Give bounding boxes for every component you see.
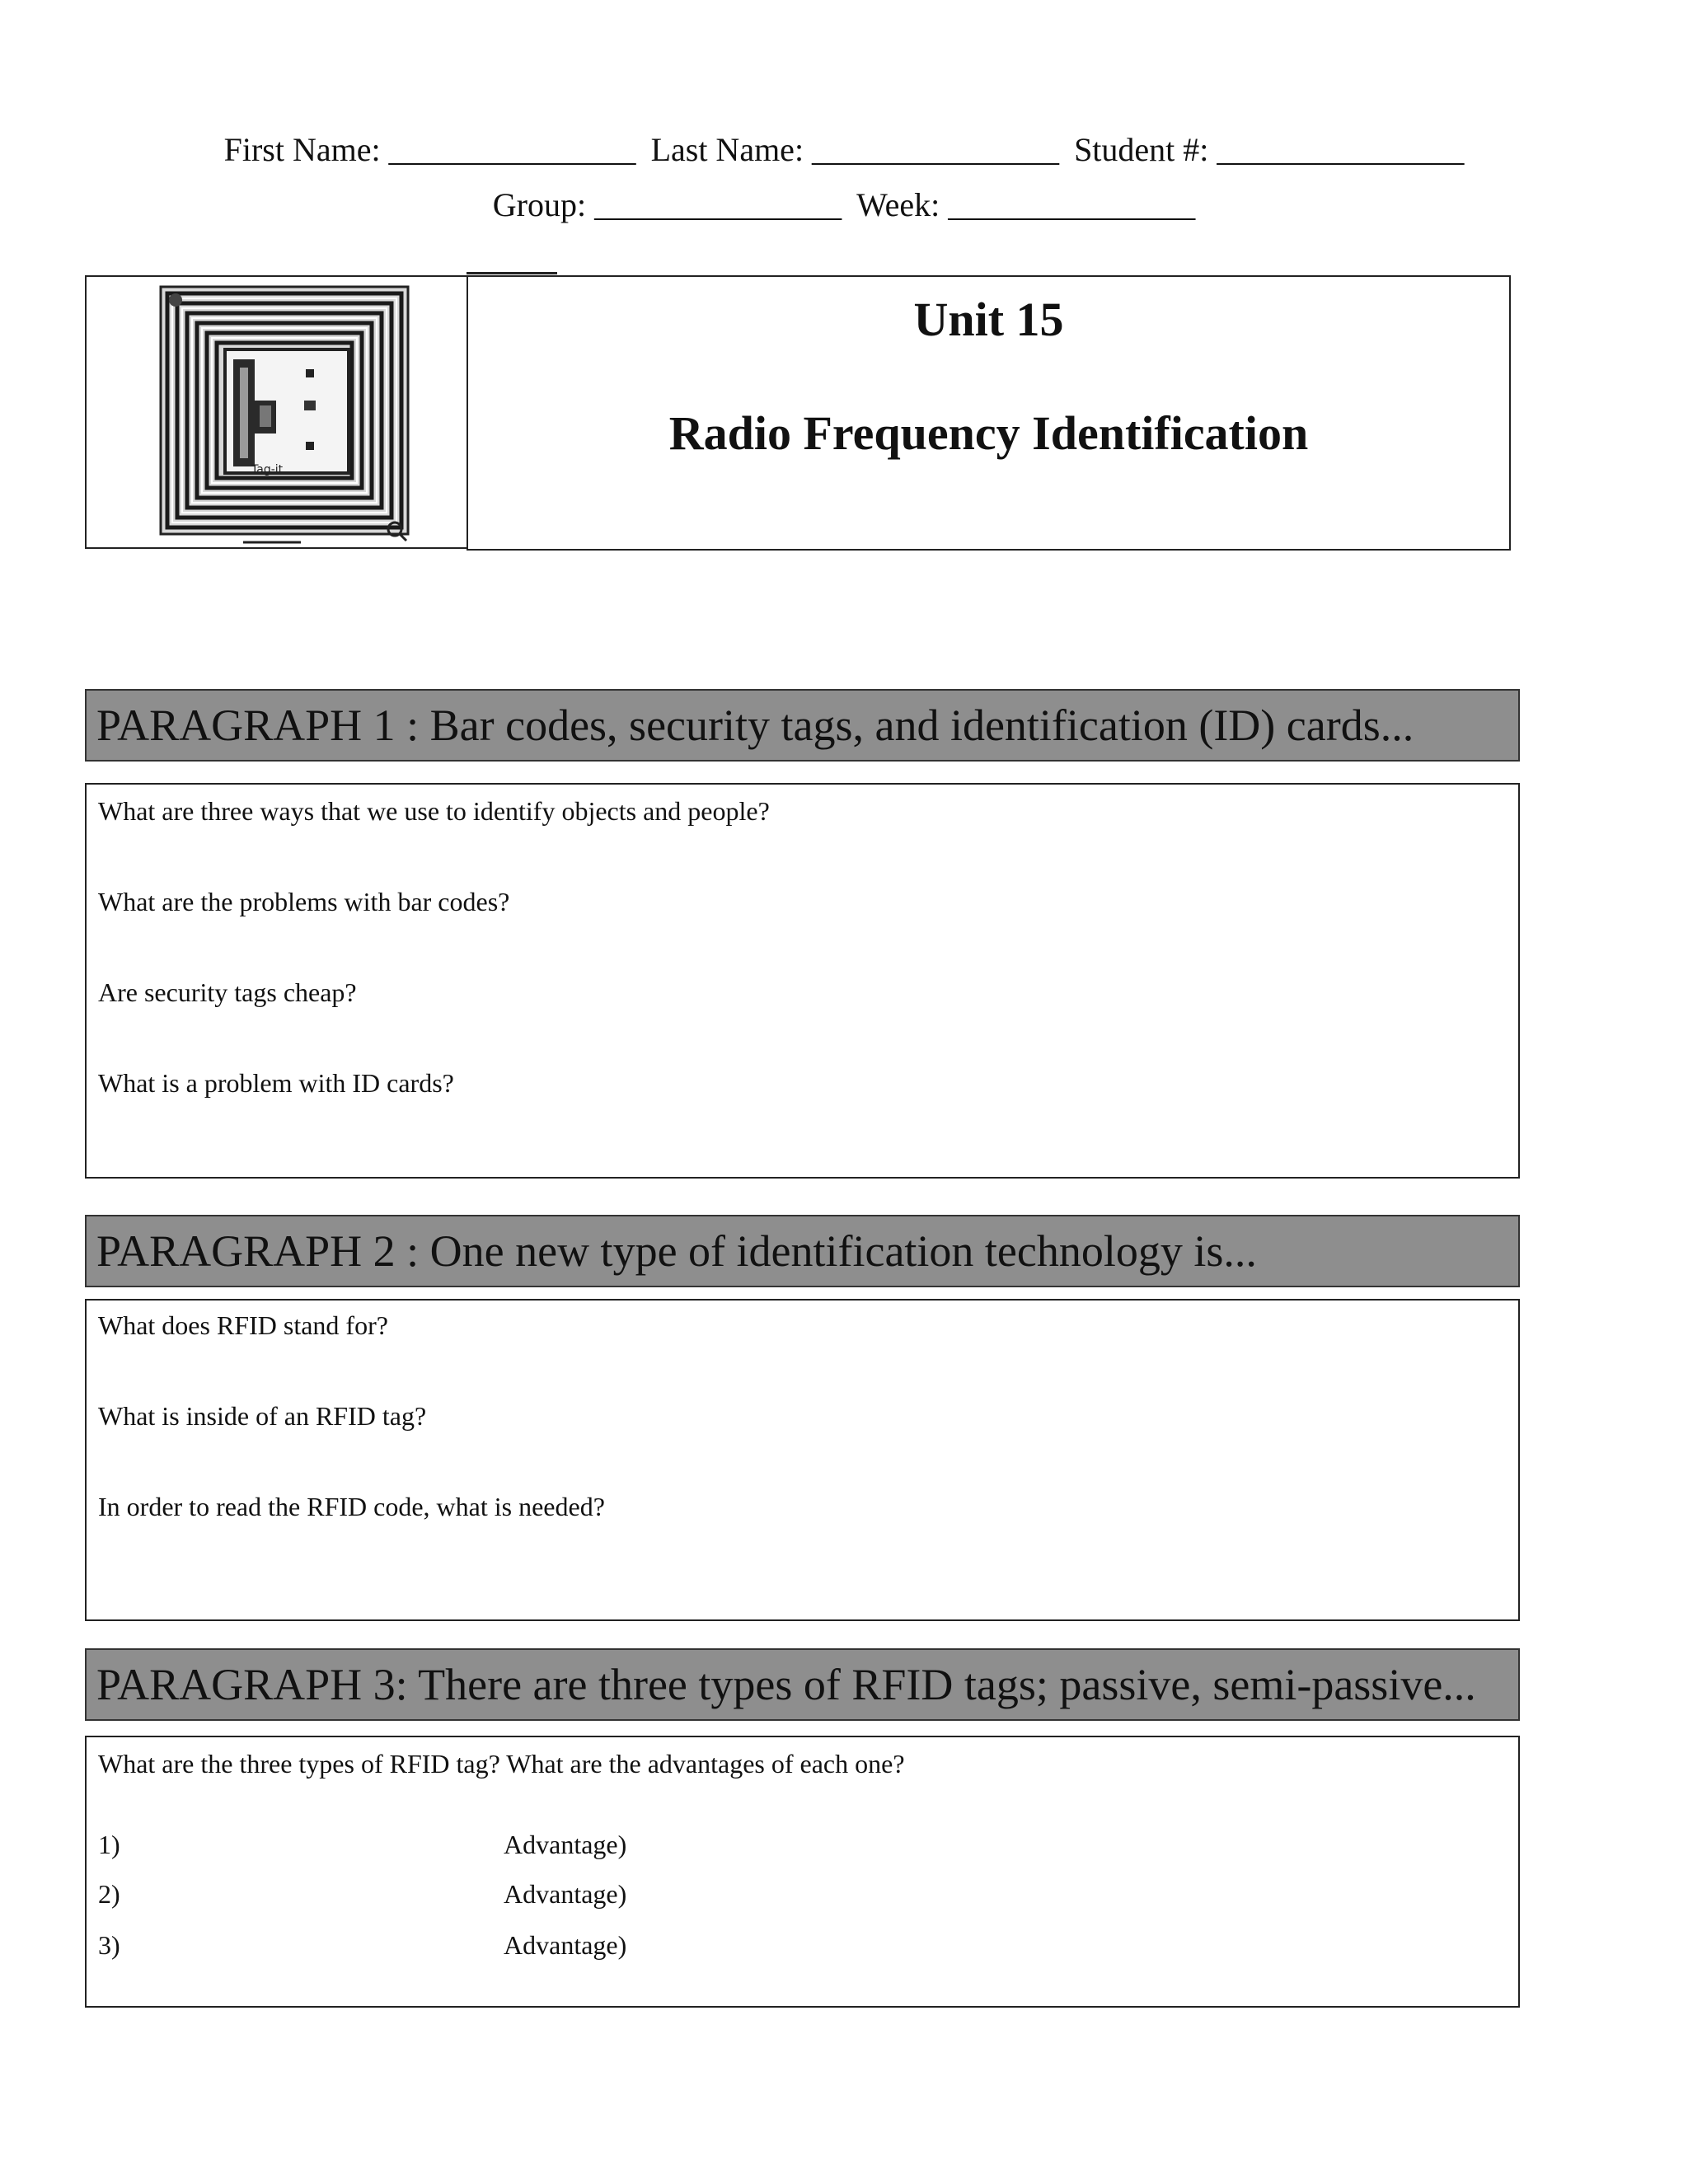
paragraph-2-heading: PARAGRAPH 2 : One new type of identification technology is... <box>85 1215 1520 1287</box>
paragraph-3-questions <box>85 1736 1520 2008</box>
unit-title: Unit 15 <box>913 293 1064 346</box>
rfid-tag-illustration <box>87 277 467 547</box>
paragraph-2-questions <box>85 1299 1520 1621</box>
answer-number: 1) <box>98 1830 120 1859</box>
tag-brand-text: Tag-it <box>251 463 284 476</box>
rfid-tag-image <box>85 275 468 549</box>
question: What is inside of an RFID tag? <box>98 1401 427 1431</box>
question: Are security tags cheap? <box>98 977 357 1007</box>
question: What are the problems with bar codes? <box>98 887 510 916</box>
title-box <box>467 275 1511 551</box>
question: What does RFID stand for? <box>98 1310 388 1340</box>
answer-number: 2) <box>98 1879 120 1909</box>
group-field[interactable]: Group: _______________ <box>492 186 842 223</box>
divider <box>467 272 557 274</box>
paragraph-3-heading: PARAGRAPH 3: There are three types of RFID tags; passive, semi-passive... <box>85 1648 1520 1721</box>
advantage-label: Advantage) <box>504 1930 627 1960</box>
paragraph-1-heading: PARAGRAPH 1 : Bar codes, security tags, and identification (ID) cards... <box>85 689 1520 762</box>
paragraph-1-questions <box>85 783 1520 1179</box>
question: In order to read the RFID code, what is needed? <box>98 1492 605 1521</box>
first-name-field[interactable]: First Name: _______________ <box>223 131 636 168</box>
question: What is a problem with ID cards? <box>98 1068 454 1098</box>
student-number-field[interactable]: Student #: _______________ <box>1074 131 1465 168</box>
advantage-label: Advantage) <box>504 1830 627 1859</box>
week-field[interactable]: Week: _______________ <box>856 186 1196 223</box>
group-week-row <box>0 186 1688 223</box>
question: What are three ways that we use to identify objects and people? <box>98 796 770 826</box>
unit-subtitle: Radio Frequency Identification <box>668 406 1309 460</box>
last-name-field[interactable]: Last Name: _______________ <box>650 131 1060 168</box>
question: What are the three types of RFID tag? What are the advantages of each one? <box>98 1749 905 1779</box>
advantage-label: Advantage) <box>504 1879 627 1909</box>
student-info-row <box>0 131 1688 168</box>
answer-number: 3) <box>98 1930 120 1960</box>
